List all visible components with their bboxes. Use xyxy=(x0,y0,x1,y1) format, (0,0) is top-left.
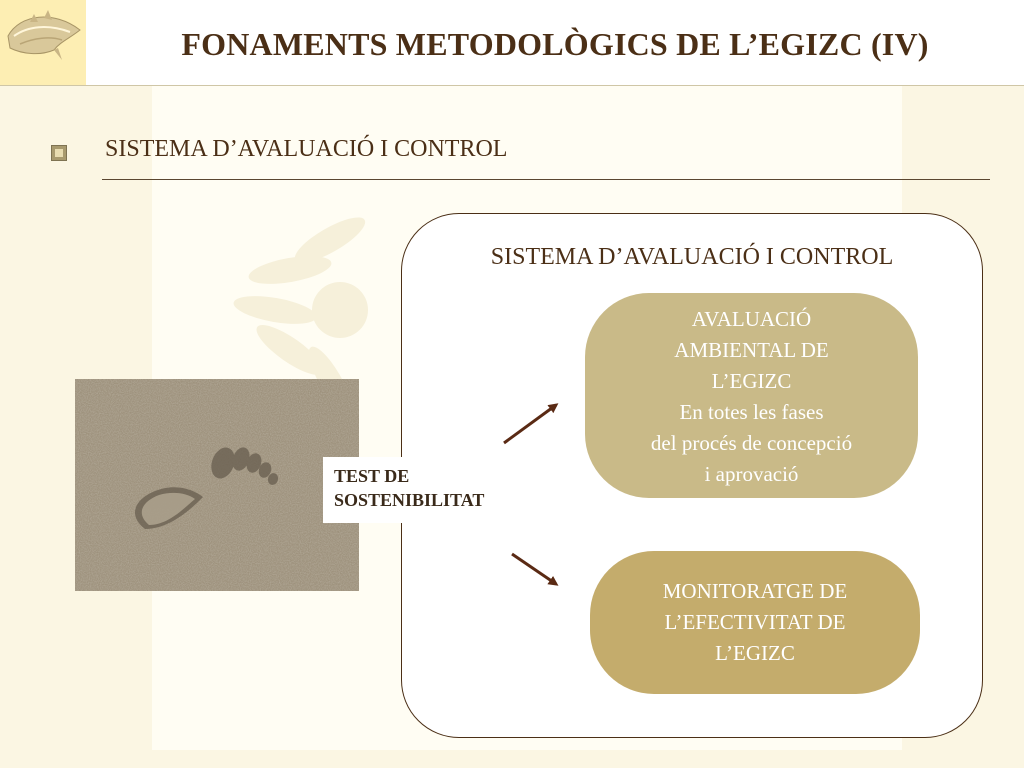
box1-line-2: AMBIENTAL DE xyxy=(674,337,829,362)
diagram-title: SISTEMA D’AVALUACIÓ I CONTROL xyxy=(490,244,894,270)
effectiveness-monitoring-box xyxy=(590,551,920,694)
box1-line-4: En totes les fases xyxy=(679,399,824,424)
box1-line-3: L’EGIZC xyxy=(711,368,792,393)
test-label-line-1: TEST DE xyxy=(334,466,410,486)
box1-line-5: del procés de concepció xyxy=(650,430,853,455)
box1-line-6: i aprovació xyxy=(704,461,799,486)
arrow-up-icon xyxy=(504,405,556,443)
box2-line-3: L’EGIZC xyxy=(715,641,795,665)
page-title: FONAMENTS METODOLÒGICS DE L’EGIZC (IV) xyxy=(181,26,929,62)
test-label-line-2: SOSTENIBILITAT xyxy=(334,490,485,510)
box2-line-2: L’EFECTIVITAT DE xyxy=(664,610,846,634)
arrow-down-icon xyxy=(512,554,556,584)
environmental-assessment-box xyxy=(585,293,918,498)
box1-line-1: AVALUACIÓ xyxy=(691,306,812,331)
section-subtitle: SISTEMA D’AVALUACIÓ I CONTROL xyxy=(105,136,508,162)
box2-line-1: MONITORATGE DE xyxy=(662,579,848,603)
